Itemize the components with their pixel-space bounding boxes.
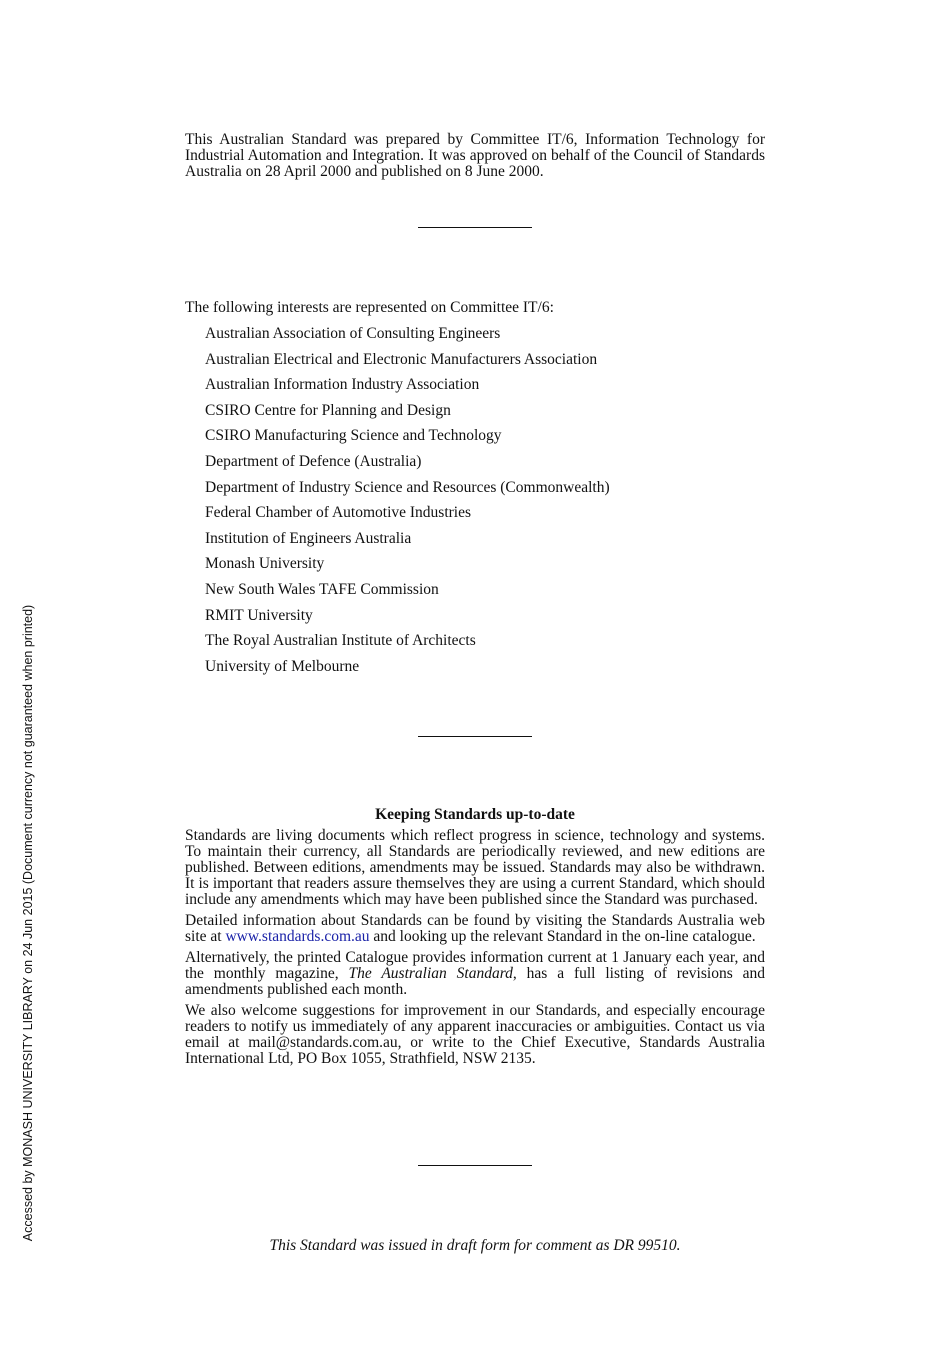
divider-rule — [418, 227, 532, 228]
paragraph-text: , has a full listing of revisions and amendments published each month. — [185, 965, 765, 998]
committee-member: The Royal Australian Institute of Architects — [205, 632, 476, 650]
committee-member: Australian Electrical and Electronic Manufacturers Association — [205, 350, 598, 368]
committee-member: CSIRO Manufacturing Science and Technology — [205, 427, 502, 445]
committee-member: Department of Defence (Australia) — [205, 452, 422, 470]
committee-member: Australian Association of Consulting Engineers — [205, 325, 501, 342]
committee-member: New South Wales TAFE Commission — [205, 580, 439, 598]
committee-member: Monash University — [205, 555, 325, 573]
paragraph-text: and looking up the relevant Standard in the on-line catalogue. — [369, 928, 756, 945]
committee-member-list — [205, 325, 610, 683]
draft-footer-note: This Standard was issued in draft form for comment as DR 99510. — [269, 1237, 681, 1254]
committee-member: RMIT University — [205, 606, 313, 624]
divider-rule — [418, 1165, 532, 1166]
section-heading: Keeping Standards up-to-date — [375, 806, 575, 823]
keeping-standards-section — [185, 828, 765, 1072]
committee-member: CSIRO Centre for Planning and Design — [205, 401, 451, 419]
standards-website-link[interactable]: www.standards.com.au — [225, 928, 370, 945]
magazine-title: The Australian Standard — [348, 965, 513, 982]
committee-member: Federal Chamber of Automotive Industries — [205, 504, 472, 522]
paragraph-catalogue — [185, 950, 765, 998]
paragraph-text: Alternatively, the printed Catalogue provides information current at 1 January each year, and the monthly magazine, — [185, 949, 765, 982]
paragraph-living-documents: Standards are living documents which reflect progress in science, technology and systems. To maintain their currency, all Standards are periodically reviewed, and new editions are published. Between editions, amendments may be issued. Standards may also be withdrawn. It is important that readers assure themselves they are using a current Standard, which should include any amendments which may have been published since the Standard was purchased. — [185, 827, 765, 908]
approval-notice: This Australian Standard was prepared by Committee IT/6, Information Technology for Industrial Automation and Integration. It was approved on behalf of the Council of Standards Australia on 28 April 2000 and published on 8 June 2000. — [185, 131, 765, 180]
divider-rule — [418, 736, 532, 737]
paragraph-web-site — [185, 913, 765, 945]
committee-member: University of Melbourne — [205, 657, 360, 675]
access-watermark: Accessed by MONASH UNIVERSITY LIBRARY on 24 Jun 2015 (Document currency not guaranteed when printed) — [21, 604, 35, 1242]
committee-intro: The following interests are represented on Committee IT/6: — [185, 299, 554, 316]
committee-member: Institution of Engineers Australia — [205, 529, 412, 547]
paragraph-suggestions: We also welcome suggestions for improvement in our Standards, and especially encourage readers to notify us immediately of any apparent inaccuracies or ambiguities. Contact us via email at mail@standards.com.au, or write to the Chief Executive, Standards Australia International Ltd, PO Box 1055, Strathfield, NSW 2135. — [185, 1002, 765, 1067]
committee-member: Australian Information Industry Association — [205, 376, 480, 394]
committee-member: Department of Industry Science and Resources (Commonwealth) — [205, 478, 610, 496]
paragraph-text: Detailed information about Standards can be found by visiting the Standards Australia web site at — [185, 912, 765, 945]
